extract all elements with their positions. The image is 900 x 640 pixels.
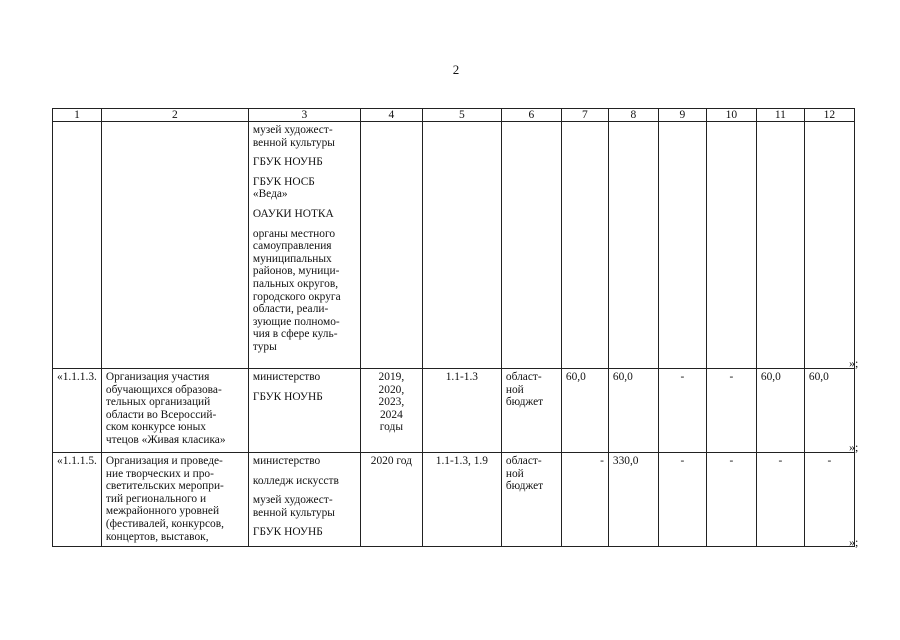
cell-text-line: обучающихся образова- xyxy=(105,383,222,396)
header-cell: 5 xyxy=(422,109,501,122)
executor-entry xyxy=(253,475,356,488)
row-end-mark: »; xyxy=(849,356,859,370)
cell-text-line: пальных округов, xyxy=(252,277,339,290)
value-cell xyxy=(756,122,804,369)
cell-text-line: област- xyxy=(505,455,542,467)
indicators-cell: 1.1-1.3 xyxy=(422,369,501,453)
cell-text-line: области, реали- xyxy=(252,303,329,316)
header-cell: 4 xyxy=(360,109,422,122)
value-cell xyxy=(706,122,756,369)
cell-text-line: туры xyxy=(252,340,277,353)
cell-text-line: ОАУКИ НОТКА xyxy=(252,207,334,220)
cell-text-line: ском конкурсе юных xyxy=(105,421,206,434)
cell-text-line: области во Всероссий- xyxy=(105,408,217,421)
value-cell: 60,0 xyxy=(756,369,804,453)
table-row xyxy=(53,369,855,453)
cell-text-line: област- xyxy=(505,371,542,383)
cell-text-line: министерство xyxy=(252,455,321,467)
cell-text-line: межрайонного уровней xyxy=(105,505,220,518)
value-cell xyxy=(608,122,658,369)
funding-source-cell xyxy=(501,369,561,453)
funding-source-cell xyxy=(501,453,561,547)
cell-text-line: бюджет xyxy=(505,480,544,493)
header-cell: 10 xyxy=(706,109,756,122)
activity-name-cell xyxy=(101,122,248,369)
row-number-cell xyxy=(53,122,102,369)
cell-text-line: ной xyxy=(505,467,524,480)
value-cell: - xyxy=(658,453,706,547)
cell-text-line: Организация и проведе- xyxy=(105,455,223,467)
activity-name-cell xyxy=(101,453,248,547)
cell-text-line: годы xyxy=(379,421,403,434)
value-cell xyxy=(804,122,854,369)
header-cell: 7 xyxy=(561,109,608,122)
executor-entry xyxy=(253,371,356,384)
header-cell: 3 xyxy=(248,109,360,122)
cell-text-line: ГБУК НОСБ xyxy=(252,175,315,188)
cell-text-line: 2019, xyxy=(378,371,405,383)
cell-text-line: самоуправления xyxy=(252,240,332,253)
cell-text-line: чия в сфере куль- xyxy=(252,328,338,341)
years-cell xyxy=(360,453,422,547)
cell-text-line: «Веда» xyxy=(252,188,288,201)
indicators-cell: 1.1-1.3, 1.9 xyxy=(422,453,501,547)
years-cell xyxy=(360,122,422,369)
row-end-mark: »; xyxy=(849,535,859,549)
executor-entry xyxy=(253,124,356,149)
header-cell: 8 xyxy=(608,109,658,122)
cell-text-line: (фестивалей, конкурсов, xyxy=(105,517,224,530)
executor-entry xyxy=(253,228,356,354)
header-cell: 6 xyxy=(501,109,561,122)
value-cell: 60,0 xyxy=(561,369,608,453)
page-number: 2 xyxy=(452,62,460,77)
cell-text-line: колледж искусств xyxy=(252,474,339,487)
cell-text-line: музей художест- xyxy=(252,494,333,507)
row-end-mark: »; xyxy=(849,440,859,454)
header-cell: 1 xyxy=(53,109,102,122)
cell-text-line: муниципальных xyxy=(252,252,332,265)
executor-entry xyxy=(253,391,356,404)
value-cell: - xyxy=(561,453,608,547)
funding-source-cell xyxy=(501,122,561,369)
cell-text-line: музей художест- xyxy=(252,124,333,136)
executor-entry xyxy=(253,526,356,539)
executors-cell xyxy=(248,122,360,369)
executor-entry xyxy=(253,494,356,519)
value-cell: 330,0 xyxy=(608,453,658,547)
column-numbers-row xyxy=(53,109,855,122)
header-cell: 11 xyxy=(756,109,804,122)
value-cell xyxy=(658,122,706,369)
cell-text-line: ние творческих и про- xyxy=(105,467,214,480)
row-number-cell: «1.1.1.5. xyxy=(53,453,102,547)
cell-text-line: 2023, xyxy=(378,396,405,409)
cell-text-line: 2020, xyxy=(378,383,405,396)
cell-text-line: зующие полномо- xyxy=(252,315,340,328)
executors-cell xyxy=(248,369,360,453)
value-cell xyxy=(561,122,608,369)
executor-entry xyxy=(253,176,356,201)
header-cell: 9 xyxy=(658,109,706,122)
value-cell: 60,0 xyxy=(804,369,854,453)
cell-text-line: бюджет xyxy=(505,396,544,409)
table-row xyxy=(53,122,855,369)
program-activities-table xyxy=(52,108,855,547)
cell-text-line: венной культуры xyxy=(252,136,335,149)
cell-text-line: ГБУК НОУНБ xyxy=(252,390,323,403)
row-number-cell: «1.1.1.3. xyxy=(53,369,102,453)
value-cell: 60,0 xyxy=(608,369,658,453)
header-cell: 2 xyxy=(101,109,248,122)
cell-text-line: концертов, выставок, xyxy=(105,530,209,543)
indicators-cell xyxy=(422,122,501,369)
cell-text-line: 2020 год xyxy=(370,455,412,467)
header-cell: 12 xyxy=(804,109,854,122)
value-cell: - xyxy=(756,453,804,547)
value-cell: - xyxy=(706,453,756,547)
years-cell xyxy=(360,369,422,453)
cell-text-line: ГБУК НОУНБ xyxy=(252,526,323,539)
table-row xyxy=(53,453,855,547)
value-cell: - xyxy=(706,369,756,453)
cell-text-line: чтецов «Живая класика» xyxy=(105,433,226,446)
cell-text-line: районов, муници- xyxy=(252,265,340,278)
executor-entry xyxy=(253,455,356,468)
value-cell: - xyxy=(658,369,706,453)
cell-text-line: тельных организаций xyxy=(105,396,211,409)
activity-name-cell xyxy=(101,369,248,453)
cell-text-line: ной xyxy=(505,383,524,396)
value-cell: - xyxy=(804,453,854,547)
cell-text-line: министерство xyxy=(252,371,321,383)
cell-text-line: ГБУК НОУНБ xyxy=(252,156,323,169)
cell-text-line: Организация участия xyxy=(105,371,210,383)
cell-text-line: венной культуры xyxy=(252,506,335,519)
executor-entry xyxy=(253,208,356,221)
cell-text-line: 2024 xyxy=(379,408,403,421)
cell-text-line: городского округа xyxy=(252,290,341,303)
executors-cell xyxy=(248,453,360,547)
executor-entry xyxy=(253,156,356,169)
cell-text-line: светительских меропри- xyxy=(105,480,224,493)
cell-text-line: органы местного xyxy=(252,227,336,240)
cell-text-line: тий регионального и xyxy=(105,492,207,505)
